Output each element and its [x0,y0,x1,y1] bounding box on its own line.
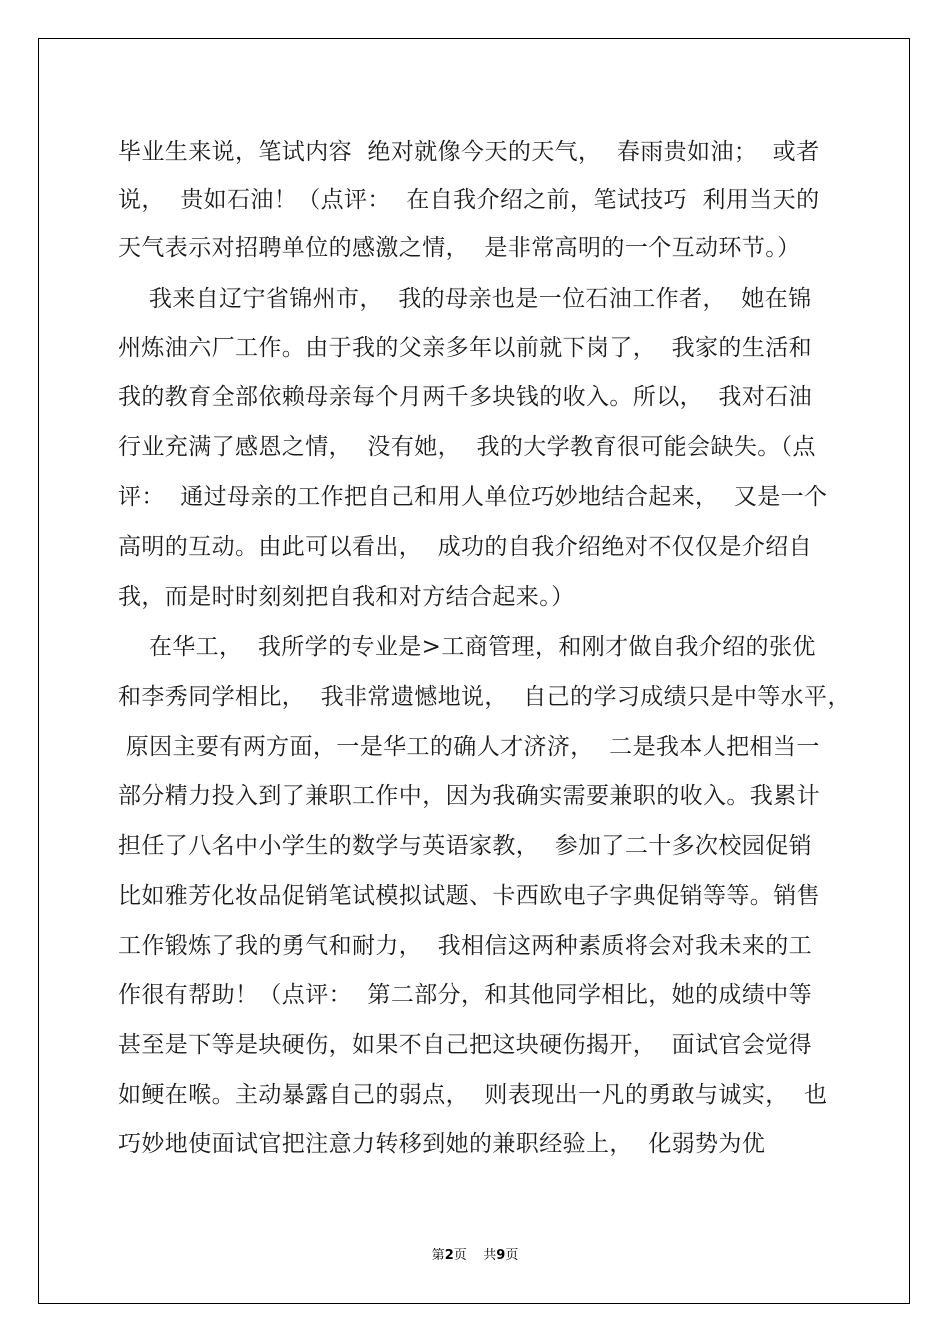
text-line: 担任了八名中小学生的数学与英语家教， 参加了二十多次校园促销 [118,833,813,859]
text-line: 甚至是下等是块硬伤，如果不自己把这块硬伤揭开， 面试官会觉得 [118,1032,813,1058]
page-number: 2 [444,1248,454,1263]
text-line: 比如雅芳化妆品促销笔试模拟试题、卡西欧电子字典促销等等。销售 [118,883,820,909]
text-line: 如鲠在喉。主动暴露自己的弱点， 则表现出一凡的勇敢与诚实， 也 [118,1082,828,1108]
page-footer [0,1244,950,1263]
text-line: 原因主要有两方面，一是华工的确人才济济， 二是我本人把相当一 [118,734,820,760]
text-line: 我，而是时时刻刻把自我和对方结合起来。） [118,584,575,610]
text-line: 在华工， 我所学的专业是>工商管理，和刚才做自我介绍的张优 [118,634,816,660]
text-line: 作很有帮助！（点评： 第二部分，和其他同学相比，她的成绩中等 [118,982,813,1008]
text-line: 和李秀同学相比， 我非常遗憾地说， 自己的学习成绩只是中等水平， [118,684,851,710]
footer-total-suffix: 页 [505,1248,519,1263]
text-line: 说， 贵如石油！（点评： 在自我介绍之前，笔试技巧 利用当天的 [118,187,820,213]
text-line: 行业充满了感恩之情， 没有她， 我的大学教育很可能会缺失。（点 [118,434,816,460]
text-line: 我的教育全部依赖母亲每个月两千多块钱的收入。所以， 我对石油 [118,384,813,410]
text-line: 高明的互动。由此可以看出， 成功的自我介绍绝对不仅仅是介绍自 [118,534,813,560]
text-line: 天气表示对招聘单位的感激之情， 是非常高明的一个互动环节。） [118,235,801,261]
footer-page-suffix: 页 共 [453,1248,497,1263]
text-line: 部分精力投入到了兼职工作中，因为我确实需要兼职的收入。我累计 [118,783,820,809]
text-line: 州炼油六厂工作。由于我的父亲多年以前就下岗了， 我家的生活和 [118,335,813,361]
text-line: 毕业生来说，笔试内容 绝对就像今天的天气， 春雨贵如油； 或者 [118,139,820,165]
footer-prefix: 第 [431,1248,445,1263]
total-pages: 9 [496,1248,506,1263]
text-line: 巧妙地使面试官把注意力转移到她的兼职经验上， 化弱势为优 [118,1131,766,1157]
text-line: 评： 通过母亲的工作把自己和用人单位巧妙地结合起来， 又是一个 [118,484,828,510]
text-line: 我来自辽宁省锦州市， 我的母亲也是一位石油工作者， 她在锦 [118,286,812,312]
page-border [38,38,910,1304]
text-line: 工作锻炼了我的勇气和耐力， 我相信这两种素质将会对我未来的工 [118,933,813,959]
